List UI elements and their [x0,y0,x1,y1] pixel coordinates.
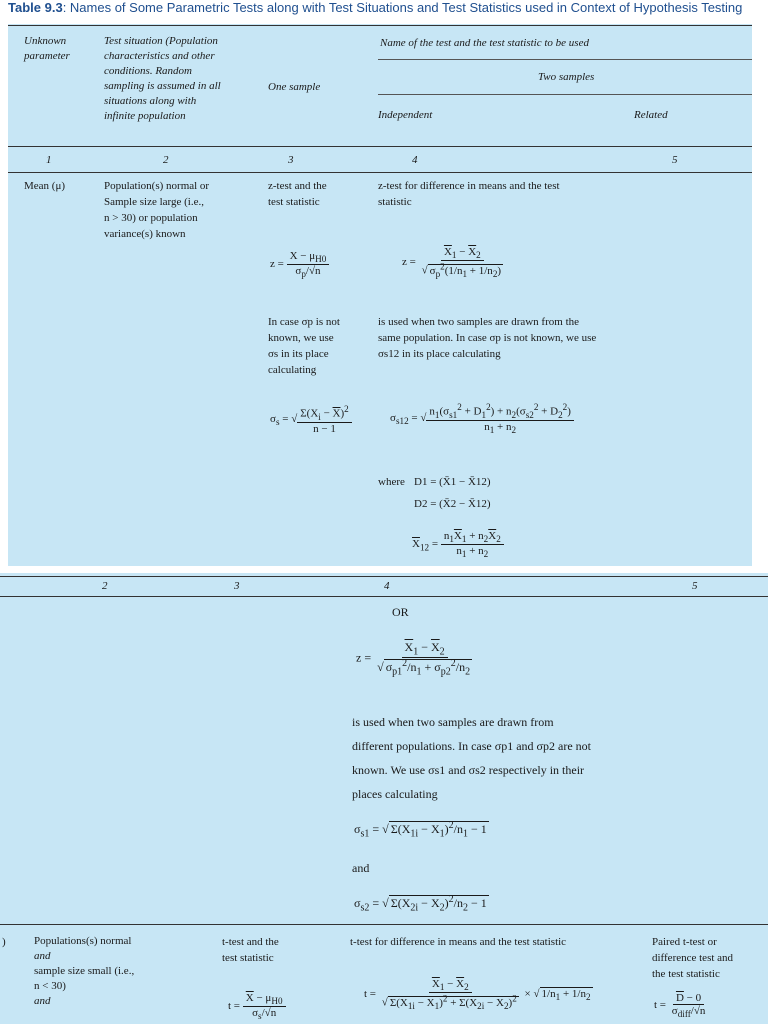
col-number-2: 2 [163,154,169,166]
formula-sigma-s1: $\sigma_{s1}$ = √ $\Sigma(X_{1i} - \overline{X}_1)^2/n_1 - 1$ [354,820,487,840]
note-line: known, we use [268,332,334,344]
row-mean-parameter: Mean (μ) [24,180,66,192]
row-small-related [652,934,733,982]
note-line: is used when two samples are drawn from [352,715,554,729]
col-number-1: 1 [46,154,52,166]
cont-col-number-4: 4 [384,580,390,592]
situation-line: Sample size large (i.e., [104,196,204,208]
col-number-4: 4 [412,154,418,166]
header-sub-rule-2 [378,94,752,95]
header-line: Test situation (Population [104,35,218,47]
formula-t-one-sample: t = $\frac{\overline{X} - \mu_{H0}}{\sigma_s/√n}$ [228,992,286,1021]
continued-number-rule [0,596,768,597]
test-line: the test statistic [652,968,720,980]
formula-d2: D2 = (X̄2 − X̄12) [414,498,491,510]
row-small-parameter: ) [2,936,6,948]
table-label: Table 9.3 [8,0,63,15]
situation-line: variance(s) known [104,228,186,240]
row-mean-two-sample [378,178,560,210]
test-line: difference test and [652,952,734,964]
note-line: places calculating [352,787,438,801]
formula-z-two-sample: z = $\frac{\overline{X}_1 - \overline{X}_2}{√ \sigma_p^2(1/n_1 + 1/n_2)}$ [402,246,502,280]
note-line: same population. In case σp is not known, we use [378,332,597,344]
note-line: different populations. In case σp1 and σp2 are not [352,739,591,753]
formula-sigma-s12: $\sigma_{s12}$ = √ $\frac{n_1(\sigma_{s1}^2 + D_1^2) + n_2(\sigma_{s2}^2 + D_2^2)}{n_1 + n_2}$ [390,402,574,435]
header-unknown-parameter [24,34,70,64]
formula-z-diff-populations: z = $\frac{\overline{X}_1 - \overline{X}_2}{√ \sigma_{p1}^2/n_1 + \sigma_{p2}^2/n_2}$ [356,640,471,678]
note-line: calculating [268,364,317,376]
header-independent: Independent [378,109,433,121]
and-label: and [352,861,370,875]
row-mean-one-sample-note [268,314,340,378]
formula-x12: $\overline{X}_{12}$ = $\frac{n_1\overline{X}_1 + n_2\overline{X}_2}{n_1 + n_2}$ [412,530,504,559]
row-small-two-sample: t-test for difference in means and the test statistic [350,936,567,948]
header-line: characteristics and other [104,50,215,62]
colnum-rule [8,172,752,173]
formula-t-paired: t = $\frac{\overline{D} - 0}{\sigma_{diff}/√n}$ [654,992,706,1020]
header-line: conditions. Random [104,65,192,77]
row-small-one-sample [222,934,279,966]
note-line: σs12 in its place calculating [378,348,501,360]
header-test-situation [104,34,264,124]
situation-line: and [34,950,51,962]
formula-sigma-s2: $\sigma_{s2}$ = √ $\Sigma(X_{2i} - \overline{X}_2)^2/n_2 - 1$ [354,894,487,914]
formula-t-two-sample: t = $\frac{\overline{X}_1 - \overline{X}_2}{√ \Sigma(X_{1i} - \overline{X}_1)^2 + \Sigma(X_{2i} - \overline{X}_2)^2}$ × √ $1/n_1 + 1/n_2$ [364,978,591,1012]
header-one-sample: One sample [268,81,321,93]
col-number-3: 3 [288,154,294,166]
formula-sigma-s: $\sigma_s$ = √ $\frac{\Sigma(X_i - \overline{X})^2}{n - 1}$ [270,404,352,435]
header-line: situations along with [104,95,197,107]
header-line: parameter [24,50,70,62]
or-label: OR [392,605,409,619]
situation-line: n > 30) or population [104,212,198,224]
formula-d1: D1 = (X̄1 − X̄12) [414,476,491,488]
test-line: z-test and the [268,180,327,192]
header-line: Unknown [24,35,67,47]
continued-top-rule [0,576,768,577]
row-mean-two-sample-note [378,314,596,362]
cont-col-number-5: 5 [692,580,698,592]
header-line: sampling is assumed in all [104,80,221,92]
test-line: test statistic [222,952,274,964]
header-test-name: Name of the test and the test statistic to be used [380,37,589,49]
cont-col-number-2: 2 [102,580,108,592]
situation-line: Population(s) normal or [104,180,210,192]
test-line: z-test for difference in means and the test [378,180,560,192]
col-number-5: 5 [672,154,678,166]
cont-col-number-3: 3 [234,580,240,592]
header-top-rule [8,25,752,26]
table-title [8,0,742,15]
formula-z-one-sample: z = $\frac{X - \mu_{H0}}{\sigma_p/√n}$ [270,250,329,279]
table-caption: : Names of Some Parametric Tests along with Test Situations and Test Statistics used in Context of Hypothesis Testing [62,0,743,15]
continued-note [352,710,591,806]
header-two-samples: Two samples [538,71,595,83]
situation-line: and [34,995,51,1007]
test-line: statistic [378,196,412,208]
test-line: test statistic [268,196,320,208]
header-line: infinite population [104,110,186,122]
row-mean-situation [104,178,264,242]
note-line: is used when two samples are drawn from the [378,316,580,328]
note-line: known. We use σs1 and σs2 respectively in their [352,763,585,777]
situation-line: Populations(s) normal [34,935,132,947]
header-bottom-rule [8,146,752,147]
where-label: where [378,476,405,488]
continued-row-rule [0,924,768,925]
test-line: Paired t-test or [652,936,717,948]
header-sub-rule-1 [378,59,752,60]
header-related: Related [634,109,668,121]
situation-line: sample size small (i.e., [34,965,135,977]
row-small-situation [34,934,194,1009]
row-mean-one-sample [268,178,327,210]
test-line: t-test and the [222,936,279,948]
situation-line: n < 30) [34,980,66,992]
note-line: In case σp is not [268,316,340,328]
note-line: σs in its place [268,348,329,360]
